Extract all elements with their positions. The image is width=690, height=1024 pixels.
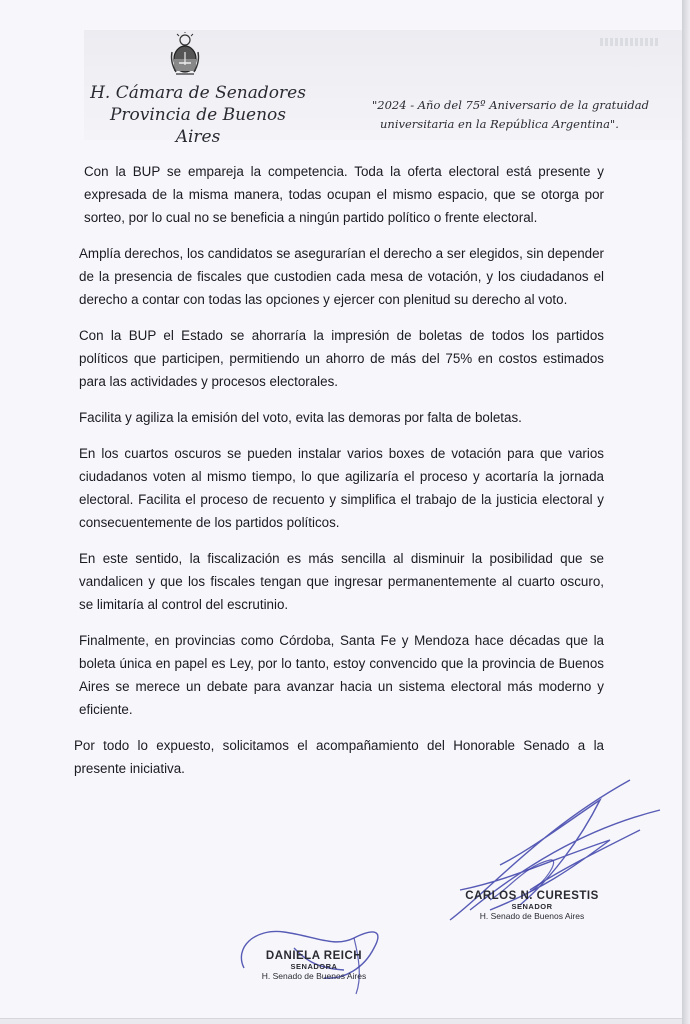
signer-title: SENADOR — [511, 902, 553, 911]
signer-title: SENADORA — [290, 962, 338, 971]
paragraph: Con la BUP se empareja la competencia. Toda la oferta electoral está presente y expresada de la misma manera, todas ocupan el mismo espacio, que se otorga por sorteo, por lo cual no se beneficia a ningún partido político o frente electoral. — [84, 164, 604, 225]
signer-name: CARLOS N. CURESTIS — [465, 890, 599, 902]
chamber-name — [88, 82, 308, 148]
paragraph: En este sentido, la fiscalización es más sencilla al disminuir la posibilidad que se vandalicen y que los fiscales tengan que ingresar permanentemente al cuarto oscuro, se limitaría al control del escrutinio. — [79, 551, 604, 612]
paragraph: Amplía derechos, los candidatos se asegurarían el derecho a ser elegidos, sin depender de la presencia de fiscales que custodien cada mesa de votación, y los ciudadanos el derecho a contar con todas las opciones y ejercer con plenitud su derecho al voto. — [79, 246, 604, 307]
paragraph: Por todo lo expuesto, solicitamos el acompañamiento del Honorable Senado a la presente iniciativa. — [74, 738, 604, 776]
paragraph: En los cuartos oscuros se pueden instalar varios boxes de votación para que varios ciudadanos voten al mismo tiempo, lo que agilizaría el proceso y acortaría la jornada electoral. Facilita el proceso de recuento y simplifica el trabajo de la justicia electoral y consecuentemente de los partidos políticos. — [79, 446, 604, 530]
year-motto — [372, 96, 652, 134]
chamber-line-1: H. Cámara de Senadores — [90, 83, 306, 103]
paragraph: Finalmente, en provincias como Córdoba, Santa Fe y Mendoza hace décadas que la boleta única en papel es Ley, por lo tanto, estoy convencido que la provincia de Buenos Aires se merece un debate para avanzar hacia un sistema electoral más moderno y eficiente. — [79, 633, 604, 717]
paragraph: Facilita y agiliza la emisión del voto, evita las demoras por falta de boletas. — [79, 410, 522, 425]
motto-line-1: "2024 - Año del 75º Aniversario de la gratuidad — [372, 98, 649, 112]
motto-line-2: universitaria en la República Argentina". — [380, 117, 619, 131]
chamber-line-2: Provincia de Buenos Aires — [109, 105, 287, 147]
page-edge-shadow — [682, 0, 690, 1024]
signer-org: H. Senado de Buenos Aires — [261, 971, 367, 981]
signer-name: DANIELA REICH — [265, 950, 363, 962]
signature-block-reich — [214, 950, 414, 981]
document-body — [74, 160, 604, 793]
signer-org: H. Senado de Buenos Aires — [479, 911, 585, 921]
coat-of-arms-icon — [168, 32, 202, 78]
paragraph: Con la BUP el Estado se ahorraría la impresión de boletas de todos los partidos políticos que participen, permitiendo un ahorro de más del 75% en costos estimados para las actividades y procesos electorales. — [79, 328, 604, 389]
signature-block-curestis — [432, 890, 632, 921]
faint-stamp — [600, 38, 660, 46]
